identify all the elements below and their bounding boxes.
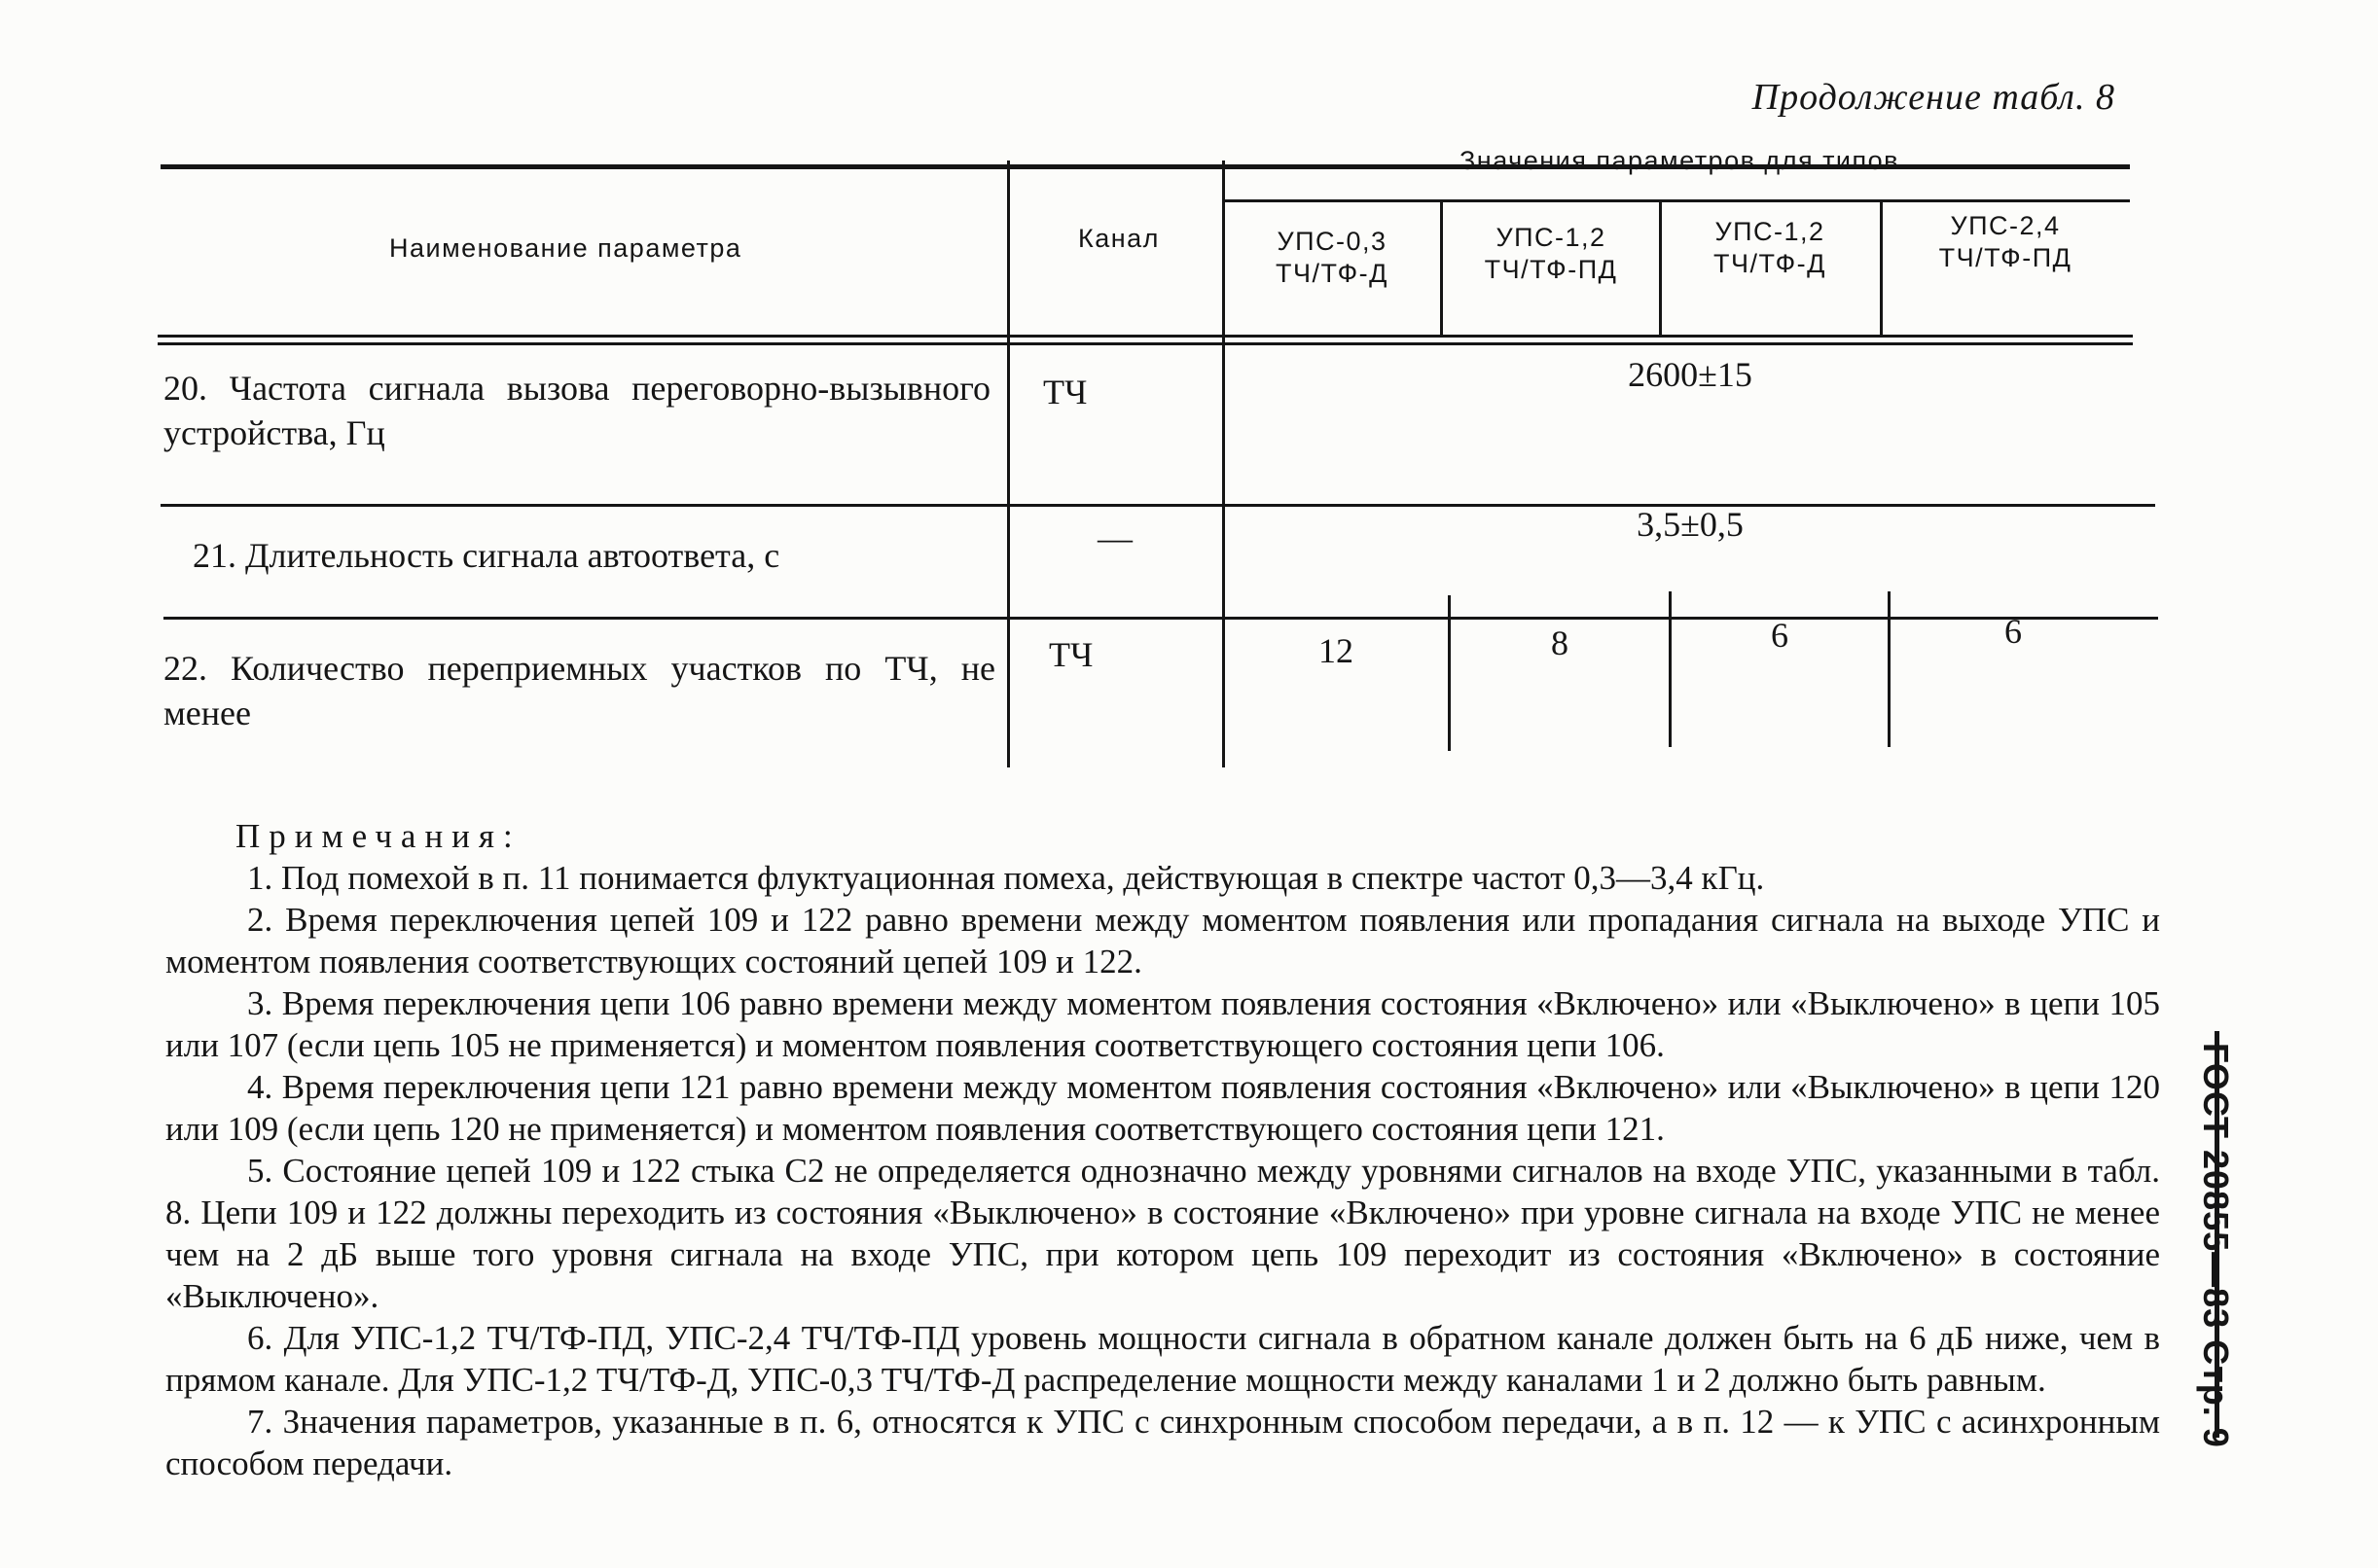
col-divider-type1: [1440, 199, 1443, 336]
row22-divider-1: [1448, 595, 1451, 751]
note-6: 6. Для УПС-1,2 ТЧ/ТФ-ПД, УПС-2,4 ТЧ/ТФ-ПД уровень мощности сигнала в обратном канале должен быть на 6 дБ ниже, чем в прямом канале. Для УПС-1,2 ТЧ/ТФ-Д, УПС-0,3 ТЧ/ТФ-Д распределение мощности между каналами 1 и 2 должно быть равным.: [165, 1319, 2160, 1399]
row20-value: 2600±15: [1628, 355, 1752, 394]
header-values-group: Значения параметров для типов: [1459, 146, 1899, 175]
header-channel: Канал: [1078, 224, 1160, 253]
row21-name: 21. Длительность сигнала автоответа, с: [193, 536, 780, 575]
col-divider-type3: [1880, 199, 1883, 336]
note-5: 5. Состояние цепей 109 и 122 стыка С2 не определяется однозначно между уровнями сигналов на входе УПС, указанными в табл. 8. Цепи 109 и 122 должны переходить из состояния «Выключено» в состояние «Включено» при уровне сигнала на входе УПС не менее чем на 2 дБ выше того уровня сигнала на входе УПС, при котором цепь 109 переходит из состояния «Включено» в состояние «Выключено».: [165, 1152, 2160, 1315]
row22-value-2: 8: [1551, 624, 1568, 662]
col-divider-channel: [1222, 160, 1225, 767]
row20-channel: ТЧ: [1043, 373, 1088, 411]
header-bottom-rule: [158, 335, 2133, 338]
row22-channel: ТЧ: [1049, 635, 1094, 674]
header-type-2: УПС-1,2 ТЧ/ТФ-ПД: [1484, 223, 1618, 284]
note-1: 1. Под помехой в п. 11 понимается флуктуационная помеха, действующая в спектре частот 0,3—3,4 кГц.: [247, 859, 1765, 897]
notes: [165, 815, 2160, 1484]
note-4: 4. Время переключения цепи 121 равно времени между моментом появления состояния «Включено» или «Выключено» в цепи 120 или 109 (если цепь 120 не применяется) и моментом появления соответствующего состояния цепи 121.: [165, 1068, 2160, 1148]
note-7: 7. Значения параметров, указанные в п. 6, относятся к УПС с синхронным способом передачи, а в п. 12 — к УПС с асинхронным способом передачи.: [165, 1403, 2160, 1482]
continuation-label: Продолжение табл. 8: [1751, 77, 2115, 118]
col-divider-param: [1007, 160, 1010, 767]
header-type-4: УПС-2,4 ТЧ/ТФ-ПД: [1938, 211, 2072, 272]
row22-value-1: 12: [1318, 631, 1353, 670]
header-type-1: УПС-0,3 ТЧ/ТФ-Д: [1276, 227, 1388, 288]
group-header-rule: [1224, 199, 2130, 202]
note-2: 2. Время переключения цепей 109 и 122 равно времени между моментом появления или пропадания сигнала на выходе УПС и моментом появления соответствующих состояний цепей 109 и 122.: [165, 901, 2160, 980]
row22-value-4: 6: [2004, 612, 2022, 651]
row20-name: 20. Частота сигнала вызова переговорно-вызывного устройства, Гц: [163, 369, 991, 452]
row22-divider-3: [1888, 591, 1891, 747]
header-parameter: Наименование параметра: [389, 233, 742, 263]
side-header: ГОСТ 20855—83 Стр. 9: [2196, 1043, 2236, 1448]
row22-name: 22. Количество переприемных участков по ТЧ, не менее: [163, 649, 995, 732]
notes-title: Примечания:: [235, 817, 522, 855]
note-3: 3. Время переключения цепи 106 равно времени между моментом появления состояния «Включено» или «Выключено» в цепи 105 или 107 (если цепь 105 не применяется) и моментом появления соответствующего состояния цепи 106.: [165, 984, 2160, 1064]
row21-value: 3,5±0,5: [1637, 505, 1744, 544]
header-bottom-rule-2: [158, 342, 2133, 345]
row21-channel: —: [1098, 518, 1133, 557]
row22-value-3: 6: [1771, 616, 1788, 655]
header-type-3: УПС-1,2 ТЧ/ТФ-Д: [1713, 217, 1826, 278]
